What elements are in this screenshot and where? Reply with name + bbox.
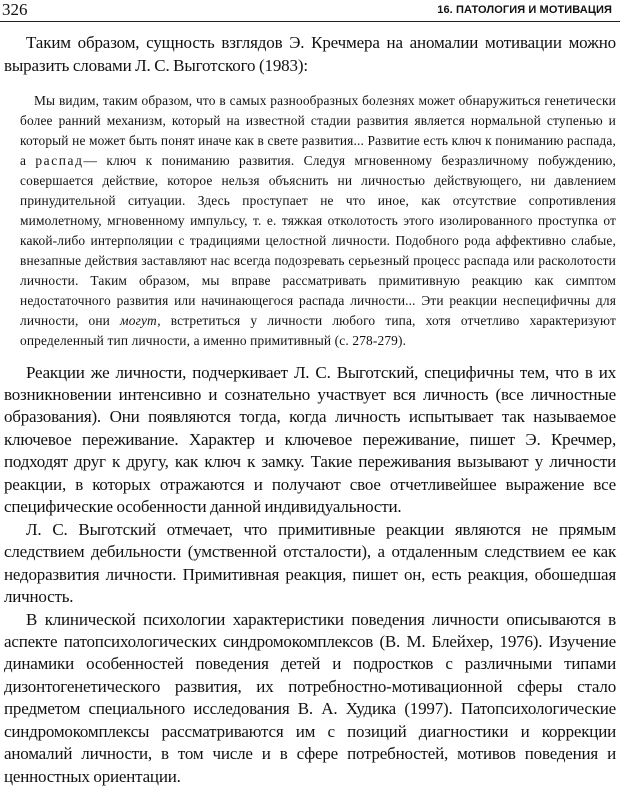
page-content bbox=[4, 32, 616, 788]
page-header bbox=[0, 0, 620, 22]
quote-italic-word: могут, bbox=[120, 312, 161, 328]
lead-paragraph: Таким образом, сущность взглядов Э. Кречмера на аномалии мотивации можно выразить словами Л. С. Выготского (1983): bbox=[4, 33, 616, 75]
quote-text-part3: встретиться у личности любого типа, хотя отчетливо характеризуют определенный тип личности, а именно примитивный (с. 278-279). bbox=[20, 312, 616, 348]
block-quote bbox=[20, 91, 616, 350]
header-rule bbox=[0, 21, 620, 22]
quote-text-part1: Мы видим, таким образом, что в самых разнообразных болезнях может обнаружиться генетически более ранний механизм, который на известной стадии развития является нормальной ступенью и который не может быть понят иначе как в свете развития... Развитие есть ключ к пониманию распада, а bbox=[20, 93, 616, 169]
body-paragraph: Реакции же личности, подчеркивает Л. С. Выготский, специфичны тем, что в их возникновении интенсивно и сознательно участвует вся личность (все личностные образования). Они появляются тогда, когда личность испытывает так называемое ключевое переживание. Характер и ключевое переживание, пишет Э. Кречмер, подходят друг к другу, как ключ к замку. Такие переживания вызывают у личности реакции, в которых отражаются и получают свое отчетливейшее выражение все специфические особенности данной индивидуальности. bbox=[4, 362, 616, 517]
body-paragraph: В клинической психологии характеристики поведения личности описываются в аспекте патопсихологических синдромокомплексов (В. М. Блейхер, 1976). Изучение динамики особенностей поведения детей и подростков с различными типами дизонтогенетического развития, их потребностно-мотивационной сферы стало предметом специального исследования В. А. Худика (1997). Патопсихологические синдромокомплексы рассматриваются им с позиций диагностики и коррекции аномалий личности, в том числе и в сфере потребностей, мотивов поведения и ценностных ориентации. bbox=[4, 609, 616, 786]
page-number: 326 bbox=[2, 0, 28, 19]
body-paragraph: Л. С. Выготский отмечает, что примитивные реакции являются не прямым следствием дебильности (умственной отсталости), а отдаленным следствием ее как недоразвития личности. Примитивная реакция, пишет он, есть реакция, обошедшая личность. bbox=[4, 519, 616, 607]
quote-text-part2: — ключ к пониманию развития. Следуя мгновенному безразличному побуждению, совершается действие, которое нельзя объяснить ни личностью действующего, ни давлением принудительной ситуации. Здесь проступает не что иное, как отсутствие сопротивления мимолетному, мгновенному импульсу, т. е. тяжкая отколотость этого изолированного проступка от какой-либо интерполяции с традициями целостной личности. Подобного рода аффективно слабые, внезапные действия заставляют нас всегда подозревать серьезный процесс распада или расколотости личности. Таким образом, мы вправе рассматривать примитивную реакцию как симптом недостаточного развития или начинающегося распада личности... Эти реакции неспецифичны для личности, они bbox=[20, 153, 616, 328]
quote-spaced-word: распад bbox=[35, 153, 84, 169]
running-title: 16. ПАТОЛОГИЯ И МОТИВАЦИЯ bbox=[437, 4, 612, 16]
